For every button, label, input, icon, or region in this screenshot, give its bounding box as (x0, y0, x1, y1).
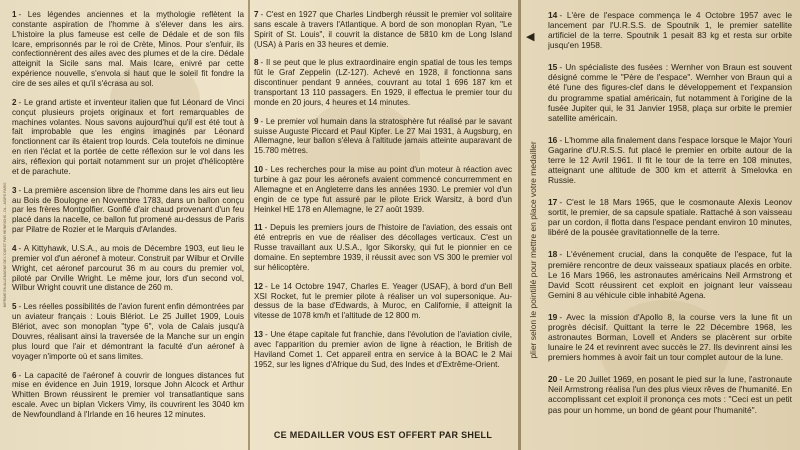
entry-12: 12 - Le 14 Octobre 1947, Charles E. Yeager (USAF), à bord d'un Bell XSI Rocket, fut le premier pilote à réaliser un vol supersonique. Au-dessus de la base d'Edwards, à Muroc, en Californie, il atteignit la vitesse de 1078 km/h et l'altitude de 12 800 m. (254, 281, 512, 321)
entry-17: 17 - C'est le 18 Mars 1965, que le cosmonaute Alexis Leonov sortit, le premier, de sa capsule spatiale. Rattaché à son vaisseau par un cordon, il flotta dans l'espace pendant environ 10 minutes, libéré de la pousée gravitationnelle de la terre. (548, 197, 792, 238)
entry-9: 9 - Le premier vol humain dans la stratosphère fut réalisé par le savant suisse Auguste Piccard et Paul Kipfer. Le 27 Mai 1931, à Augsburg, en Allemagne, leur ballon s'éleva à l'altitude jamais atteinte auparavant de 15.780 mètres. (254, 116, 512, 156)
sponsor-footer: CE MEDAILLER VOUS EST OFFERT PAR SHELL (273, 430, 493, 440)
entry-4: 4 - A Kittyhawk, U.S.A., au mois de Décembre 1903, eut lieu le premier vol d'un aéronef à moteur. Construit par Wilbur et Orville Wright, cet aéronef parcourut 36 m au cours du premier vol, piloté par Orville Wright. Le même jour, lors d'un second vol, Wilbur Wright couvrit une distance de 260 m. (12, 244, 244, 293)
entry-5: 5 - Les réelles possibilités de l'avion furent enfin démontrées par un aviateur français : Louis Blériot. Le 25 Juillet 1909, Louis Blériot, avec son monoplan "type 6", vola de Calais jusqu'à Douvres, réalisant ainsi la traversée de la Manche sur un engin plus lourd que l'air et démontrant la faculté d'un aéronef à voyager n'importe où et sans limites. (12, 302, 244, 361)
entry-14: 14 - L'ère de l'espace commença le 4 Octobre 1957 avec le lancement par l'U.R.S.S. de Spoutnik 1, le premier satellite artificiel de la terre. Spoutnik 1 pesait 83 kg et resta sur orbite jusqu'en 1958. (548, 10, 792, 51)
panel-right (548, 10, 792, 422)
entry-11: 11 - Depuis les premiers jours de l'histoire de l'aviation, des essais ont été entrepris en vue de réaliser des décollages verticaux. C'est un Russe travaillant aux U.S.A., Igor Sikorsky, qui fut le pionnier en ce domaine. En septembre 1939, il réussit avec son VS 300 le premier vol sur hélicoptère. (254, 223, 512, 272)
entry-3: 3 - La première ascension libre de l'homme dans les airs eut lieu au Bois de Boulogne en Novembre 1783, dans un ballon conçu par les frères Montgolfier. Gonflé d'air chaud provenant d'un feu placé dans la nacelle, ce ballon fut promené au-dessus de Paris par Pilatre de Rozier et le Marquis d'Arlandes. (12, 185, 244, 235)
entry-15: 15 - Un spécialiste des fusées : Wernher von Braun est souvent désigné comme le "Père de l'espace". Wernher von Braun qui a été l'une des figures-clef dans le développement et l'expansion du programme spatial américain, fut notamment à l'origine de la fusée Jupiter qui, le 31 Janvier 1958, plaça sur orbite le premier satellite américain. (548, 62, 792, 123)
printer-imprint: IMPRIME EN ALLEMAGNE DE L'OUEST PAR HEINRICHS - DL - AGIPS PARIS (3, 182, 7, 308)
entry-1: 1 - Les légendes anciennes et la mythologie reflètent la constante aspiration de l'homme à s'élever dans les airs. L'histoire la plus fameuse est celle de Dédale et de son fils Icare, emprisonnés par le roi de Crète, Minos. Pour s'enfuir, ils confectionnèrent des ailes avec des plumes et de la cire. Dédale atteignit la Sicile sans mal. Mais Icare, enivré par cette expérience nouvelle, s'envola si haut que le soleil fit fondre la cire de ses ailes et qu'il s'écrasa au sol. (12, 10, 244, 89)
panel-middle (254, 10, 512, 422)
entry-7: 7 - C'est en 1927 que Charles Lindbergh réussit le premier vol solitaire sans escale à travers l'Atlantique. A bord de son monoplan Ryan, "Le Spirit of St. Louis", il couvrit la distance de 5810 km de Long Island (USA) à Paris en 33 heures et demie. (254, 10, 512, 49)
arrow-left-icon: ◀ (526, 31, 535, 43)
panel-left (12, 10, 244, 422)
entry-16: 16 - L'homme alla finalement dans l'espace lorsque le Major Youri Gagarine d'U.R.S.S. fut placé le premier en orbite autour de la terre le 12 Avril 1961. Il fit le tour de la terre en 108 minutes, atteignant une altitude de 300 km et atterrit à Smelovka en Russie. (548, 134, 792, 186)
entry-2: 2 - Le grand artiste et inventeur italien que fut Léonard de Vinci conçut plusieurs projets originaux et fort remarquables de machines volantes. Nous savons aujourd'hui qu'il est été tout à fait improbable que les engins imaginés par Léonard fonctionnent car ils étaient trop lourds. Cela toutefois ne diminue en rien l'éclat et la portée de cette réflexion sur le vol dans les airs, réflexion qui portait notamment sur un projet d'hélicoptère et de parachute. (12, 97, 244, 176)
entry-8: 8 - Il se peut que le plus extraordinaire engin spatial de tous les temps fût le Graf Zeppelin (LZ-127). Achevé en 1928, il fonctionna sans discontinuer pendant 9 années, couvrant au total 1 696 187 km et transportant 13 110 passagers. En 1929, il effectua le premier tour du monde en 20 jours, 4 heures et 14 minutes. (254, 58, 512, 107)
entry-10: 10 - Les recherches pour la mise au point d'un moteur à réaction avec turbine à gaz pour les aéronefs avaient commencé concurremment en Allemagne et en Angleterre dans les années 1930. Le premier vol d'un engin de ce type fut assuré par le pilote Erick Warsitz, à bord d'un Heinkel HE 178 en Allemagne, le 27 août 1939. (254, 165, 512, 214)
entry-6: 6 - La capacité de l'aéronef à couvrir de longues distances fut mise en évidence en Juin 1919, lorsque John Alcock et Arthur Whitten Brown réussirent le premier vol transatlantique sans escale. Avec un biplan Vickers Vimy, ils couvrirent les 3040 km de Newfoundland à l'Irlande en 16 heures 12 minutes. (12, 370, 244, 419)
fold-line (248, 0, 250, 450)
entry-19: 19 - Avec la mission d'Apollo 8, la course vers la lune fit un progrès décisif. Quittant la terre le 22 Décembre 1968, les astronautes Borman, Lovell et Anders se placèrent sur orbite lunaire le 24 et revinrent avec succès le 27. Ils devinrent ainsi les premiers hommes à avoir fait un tour complet autour de la lune. (548, 311, 792, 363)
entry-20: 20 - Le 20 Juillet 1969, en posant le pied sur la lune, l'astronaute Neil Armstrong réalisa l'un des plus vieux rêves de l'humanité. En accomplissant cet exploit il prononça ces mots : "Ceci est un petit pas pour un homme, un bond de géant pour l'humanité". (548, 374, 792, 415)
entry-18: 18 - L'événement crucial, dans la conquête de l'espace, fut la première rencontre de deux vaisseaux spatiaux placés en orbite. Le 16 Mars 1966, les astronautes américains Neil Armstrong et David Scott réussirent cet exploit en joignant leur vaisseau Gemini 8 au véhicule cible inhabité Agena. (548, 249, 792, 300)
entry-13: 13 - Une étape capitale fut franchie, dans l'évolution de l'aviation civile, avec l'apparition du premier avion de ligne à réaction, le British de Haviland Comet 1. Cet appareil entra en service à la BOAC le 2 Mai 1952, sur les lignes d'Afrique du Sud, des Indes et d'Extrême-Orient. (254, 330, 512, 369)
fold-instruction: plier selon le pointillé pour mettre en place votre medailler (528, 141, 538, 359)
